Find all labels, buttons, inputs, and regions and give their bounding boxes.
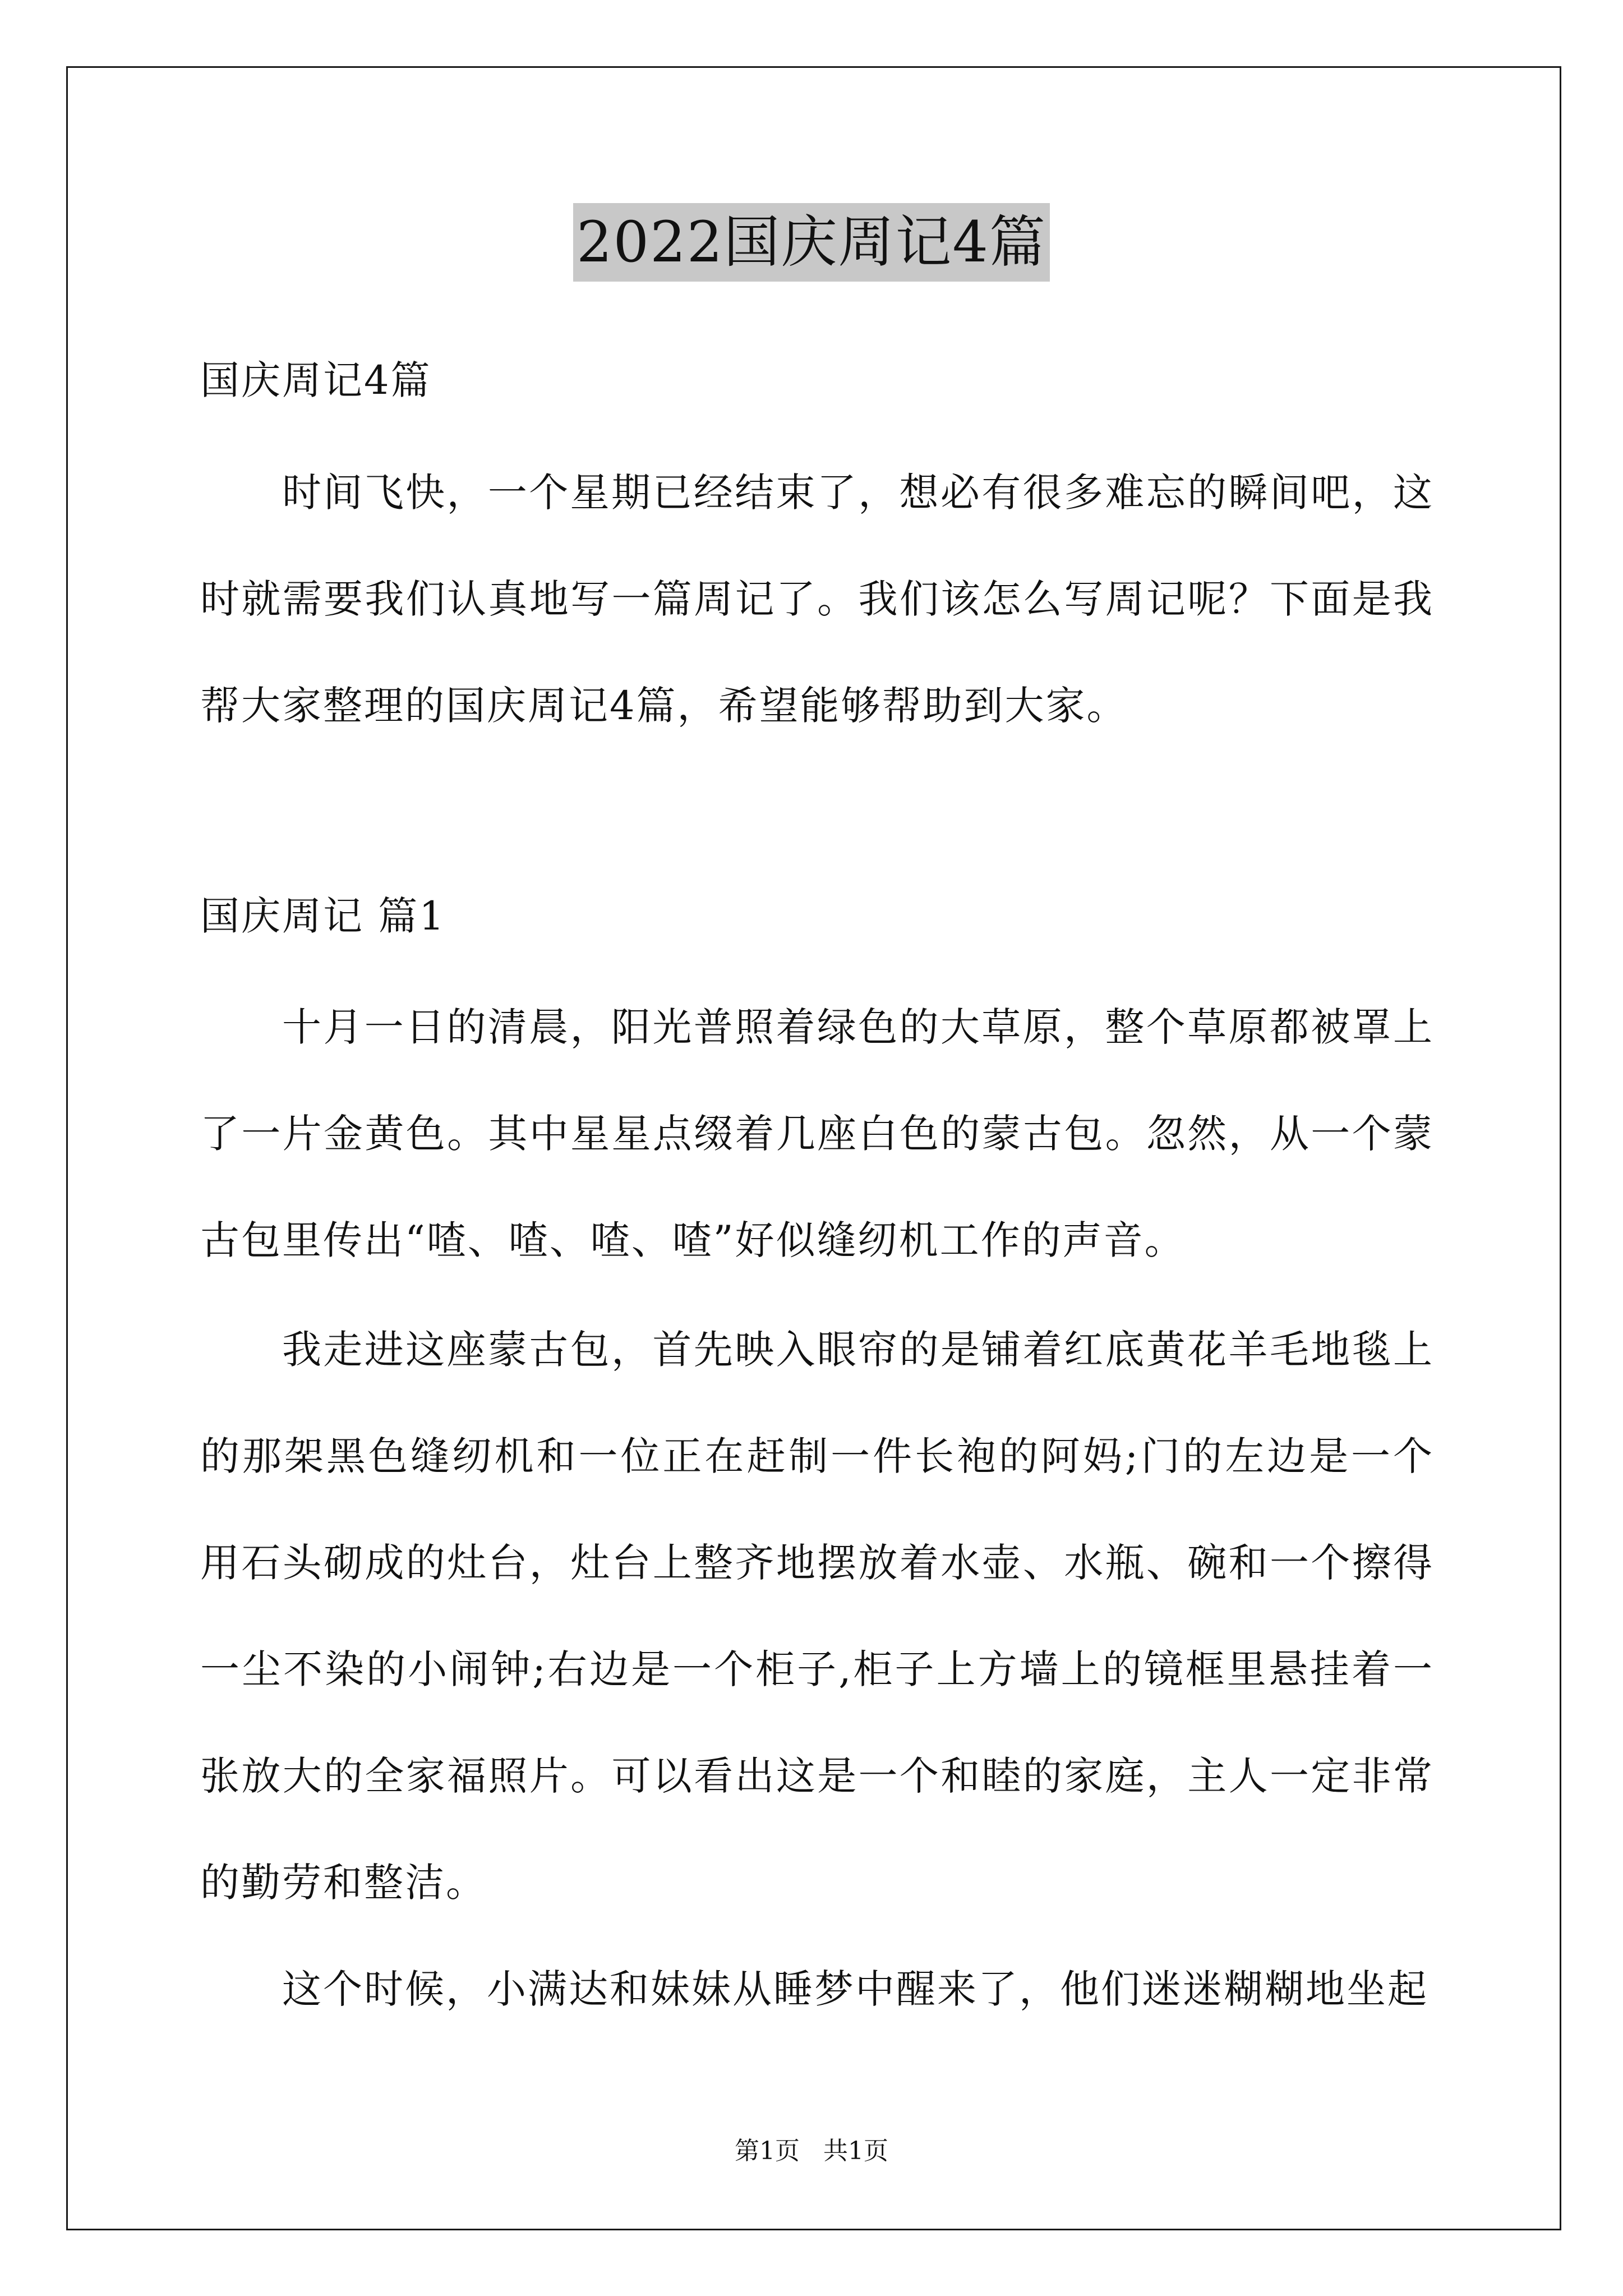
body-paragraph-3: 这个时候，小满达和妹妹从睡梦中醒来了，他们迷迷糊糊地坐起 (282, 1966, 1428, 2012)
page-number: 第1页 (735, 2137, 800, 2165)
title-container (0, 203, 1623, 282)
document-title: 2022国庆周记4篇 (573, 203, 1050, 282)
body-paragraph-1: 十月一日的清晨，阳光普照着绿色的大草原，整个草原都被罩上了一片金黄色。其中星星点缀着几座白色的蒙古包。忽然，从一个蒙古包里传出“喳、喳、喳、喳”好似缝纫机工作的声音。 (200, 1004, 1434, 1263)
body-paragraph-2: 我走进这座蒙古包，首先映入眼帘的是铺着红底黄花羊毛地毯上的那架黑色缝纫机和一位正在赶制一件长袍的阿妈;门的左边是一个用石头砌成的灶台，灶台上整齐地摆放着水壶、水瓶、碗和一个擦得一尘不染的小闹钟;右边是一个柜子,柜子上方墙上的镜框里悬挂着一张放大的全家福照片。可以看出这是一个和睦的家庭，主人一定非常的勤劳和整洁。 (200, 1327, 1434, 1906)
document-subtitle: 国庆周记4篇 (200, 357, 432, 403)
intro-paragraph: 时间飞快，一个星期已经结束了，想必有很多难忘的瞬间吧，这时就需要我们认真地写一篇周记了。我们该怎么写周记呢？下面是我帮大家整理的国庆周记4篇，希望能够帮助到大家。 (200, 470, 1434, 729)
page-footer (0, 2134, 1623, 2168)
page-total: 共1页 (823, 2137, 888, 2165)
section-heading: 国庆周记 篇1 (200, 893, 446, 939)
